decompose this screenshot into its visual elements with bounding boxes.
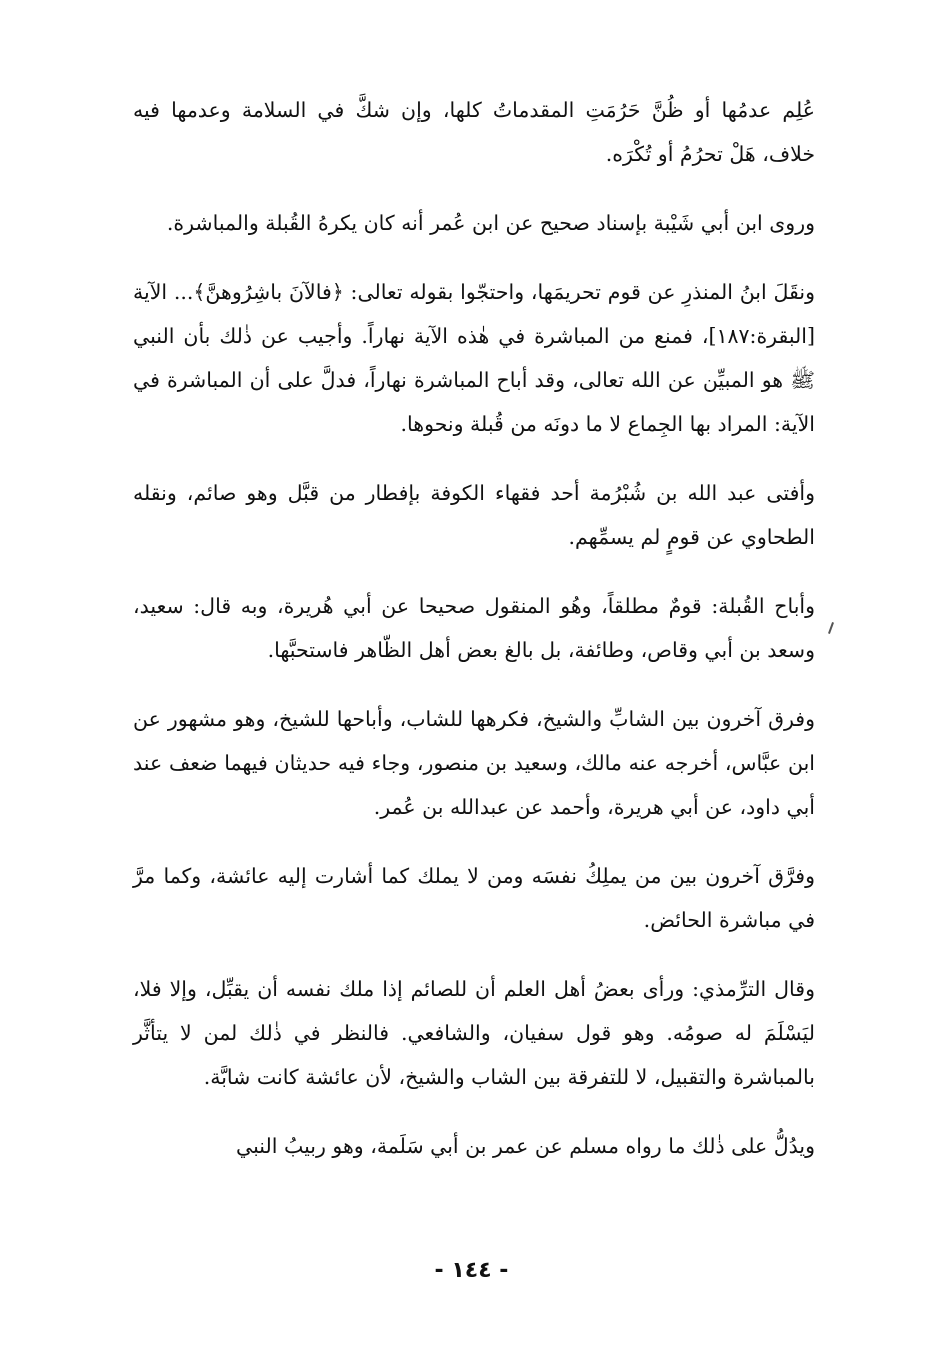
page-number: - ١٤٤ - <box>434 1258 509 1283</box>
paragraph-1: عُلِم عدمُها أو ظُنَّ حَرُمَتِ المقدماتُ كلها، وإن شكَّ في السلامة وعدمها فيه خلاف، هَلْ تحرُمُ أو تُكْرَه. <box>133 98 815 166</box>
paragraph-9: ويدُلُّ على ذٰلك ما رواه مسلم عن عمر بن أبي سَلَمة، وهو ربيبُ النبي <box>236 1134 815 1158</box>
margin-mark <box>828 622 834 634</box>
paragraph-2: وروى ابن أبي شَيْبة بإسناد صحيح عن ابن عُمر أنه كان يكرهُ القُبلة والمباشرة. <box>166 211 815 235</box>
paragraph-7: وفرَّق آخرون بين من يملِكُ نفسَه ومن لا يملك كما أشارت إليه عائشة، وكما مرَّ في مباشرة الحائض. <box>133 864 815 932</box>
paragraph-3: ونقَلَ ابنُ المنذرِ عن قوم تحريمَها، واحتجّوا بقوله تعالى: ﴿فالآنَ باشِرُوهنَّ﴾... الآية [البقرة:١٨٧]، فمنع من المباشرة في هٰذه الآية نهاراً. وأجيب عن ذٰلك بأن النبي ﷺ هو المبيِّن عن الله تعالى، وقد أباح المباشرة نهاراً، فدلَّ على أن المباشرة في الآية: المراد بها الجِماع لا ما دونَه من قُبلة ونحوها. <box>133 280 815 436</box>
page-body <box>133 88 815 1193</box>
paragraph-6: وفرق آخرون بين الشابِّ والشيخ، فكرهها للشاب، وأباحها للشيخ، وهو مشهور عن ابن عبَّاس، أخرجه عنه مالك، وسعيد بن منصور، وجاء فيه حديثان فيهما ضعف عند أبي داود، عن أبي هريرة، وأحمد عن عبدالله بن عُمر. <box>133 707 815 819</box>
paragraph-4: وأفتى عبد الله بن شُبْرُمة أحد فقهاء الكوفة بإفطار من قبَّل وهو صائم، ونقله الطحاوي عن قومٍ لم يسمِّهم. <box>133 481 815 549</box>
paragraph-8: وقال الترِّمذي: ورأى بعضُ أهل العلم أن للصائم إذا ملك نفسه أن يقبِّل، وإلا فلا، ليَسْلَمَ له صومُه. وهو قول سفيان، والشافعي. فالنظر في ذٰلك لمن لا يتأثَّر بالمباشرة والتقبيل، لا للتفرقة بين الشاب والشيخ، لأن عائشة كانت شابَّة. <box>133 977 815 1089</box>
paragraph-5: وأباح القُبلة: قومٌ مطلقاً، وهُو المنقول صحيحا عن أبي هُريرة، وبه قال: سعيد، وسعد بن أبي وقاص، وطائفة، بل بالغ بعض أهل الظّاهر فاستحبَّها. <box>133 594 815 662</box>
